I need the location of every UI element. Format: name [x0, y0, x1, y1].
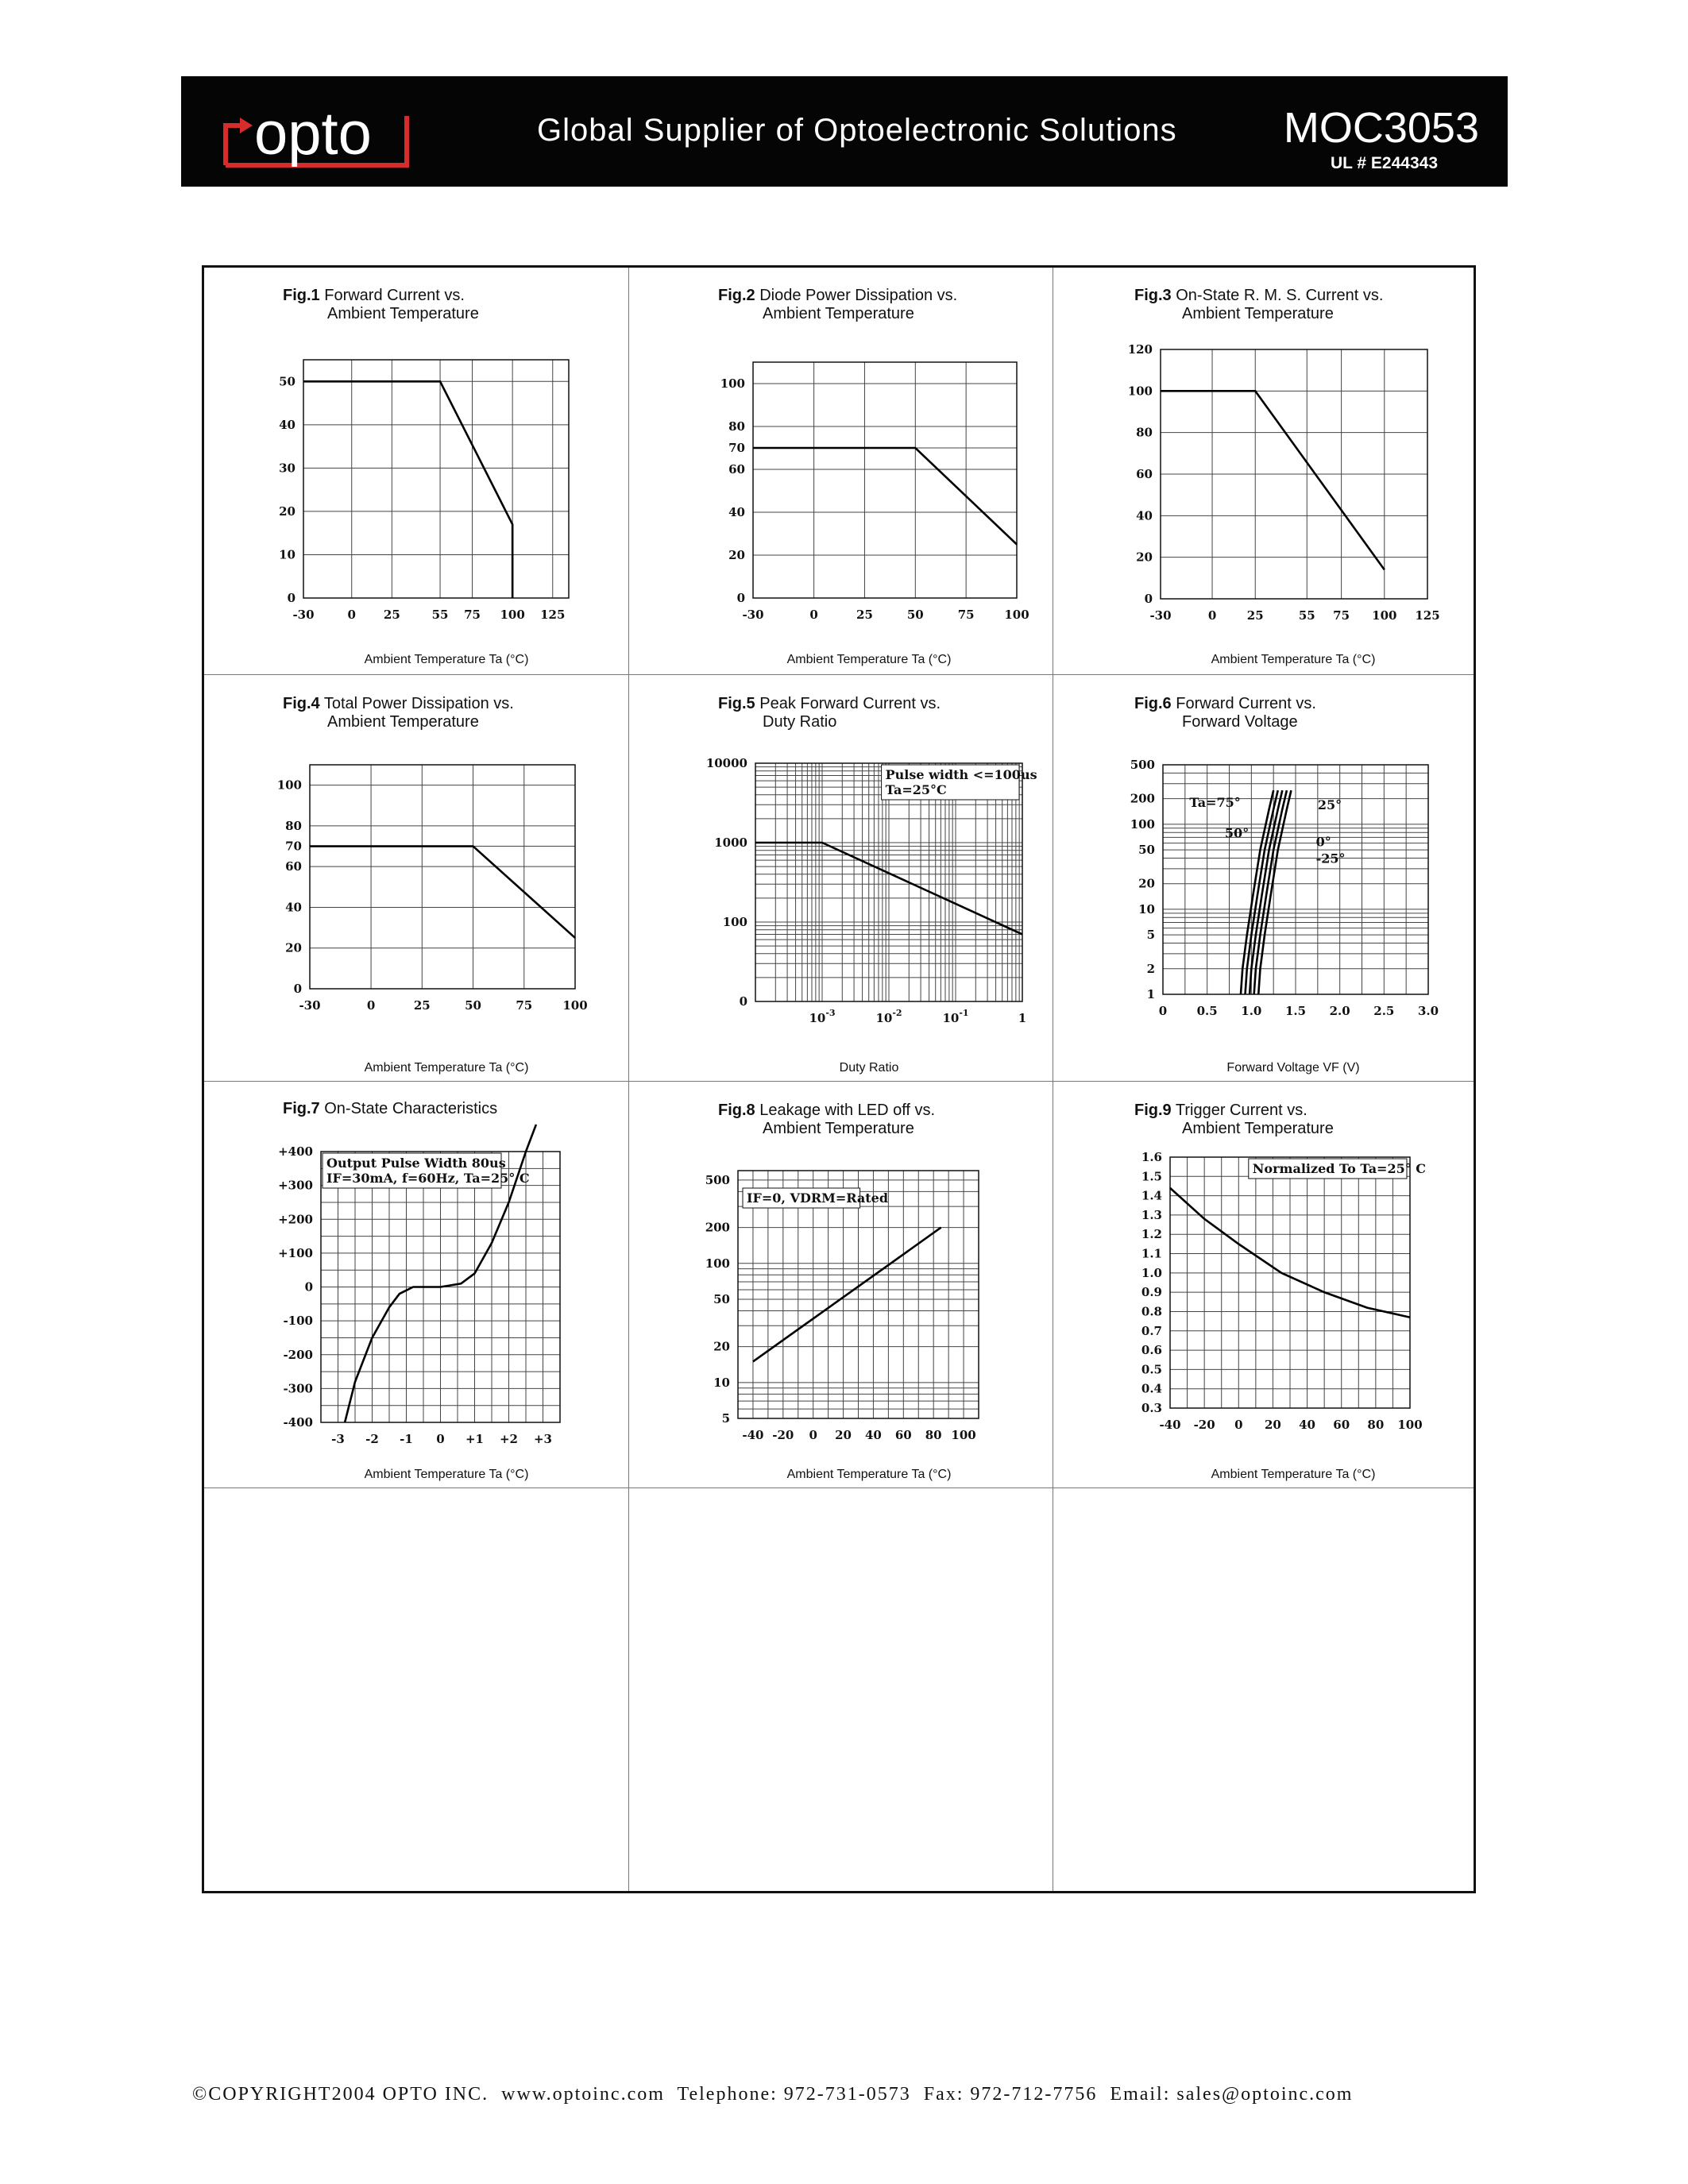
opto-logo	[199, 76, 437, 187]
fig8-xtick: 40	[865, 1428, 882, 1442]
fig4-xtick: 75	[516, 998, 533, 1013]
fig2-ytick: 70	[728, 441, 745, 455]
fig9-xtick: 80	[1367, 1418, 1385, 1432]
fig8-ytick: 10	[713, 1375, 730, 1390]
fig2-subtitle: Ambient Temperature	[763, 305, 914, 322]
fig6-xlabel: Forward Voltage VF (V)	[1226, 1061, 1360, 1075]
svg-text:opto: opto	[254, 100, 372, 168]
fig4-ytick: 80	[285, 818, 302, 833]
fig6-chart	[1130, 758, 1439, 1018]
company-tagline: Global Supplier of Optoelectronic Solutions	[537, 113, 1177, 148]
fig6-curve-label: 0°	[1315, 834, 1331, 850]
fig2-ytick: 40	[728, 505, 745, 519]
fig6-ytick: 200	[1130, 791, 1155, 806]
fig6-xtick: 0	[1158, 1004, 1168, 1018]
fig7-xtick: +3	[533, 1432, 553, 1446]
footer-telephone: Telephone: 972-731-0573	[677, 2084, 911, 2105]
fig3-grid	[1161, 349, 1427, 599]
fig4-ytick: 0	[293, 982, 302, 996]
fig8-ytick: 20	[713, 1339, 730, 1354]
fig3-ytick: 0	[1144, 592, 1153, 606]
part-number: MOC3053	[1283, 104, 1479, 152]
footer-website[interactable]: www.optoinc.com	[501, 2084, 665, 2105]
fig3-chart	[1127, 342, 1440, 623]
fig9-chart	[1141, 1150, 1427, 1432]
fig7-ytick: +100	[278, 1245, 313, 1260]
fig7-ytick: +200	[278, 1212, 313, 1227]
fig6-ytick: 20	[1138, 876, 1155, 891]
fig2-ytick: 100	[720, 376, 745, 391]
fig2-title: Fig.2 Diode Power Dissipation vs.	[718, 287, 958, 304]
fig5-xtick: $10^{-2}$	[875, 1008, 902, 1025]
fig4-xtick: 50	[465, 998, 481, 1013]
ul-number: UL # E244343	[1330, 154, 1438, 172]
fig9-xtick: 40	[1299, 1418, 1316, 1432]
fig5-ytick: 1000	[714, 835, 747, 850]
fig6-ytick: 1	[1146, 987, 1155, 1001]
fig7-ytick: -200	[283, 1347, 313, 1362]
fig1-number: Fig.1	[283, 287, 320, 304]
fig9-subtitle: Ambient Temperature	[1182, 1120, 1334, 1137]
fig6-curve-label: -25°	[1315, 851, 1346, 866]
fig5-number: Fig.5	[718, 695, 755, 712]
fig3-ytick: 60	[1136, 467, 1153, 481]
fig8-ytick: 5	[721, 1411, 730, 1426]
fig8-ytick: 200	[705, 1220, 730, 1235]
fig9-ytick: 1.1	[1141, 1246, 1162, 1261]
fig5-xtick: $10^{-3}$	[809, 1008, 836, 1025]
fig6-number: Fig.6	[1134, 695, 1172, 712]
fig6-curve-label: Ta=75°	[1189, 794, 1241, 810]
fig8-series-line	[753, 1228, 941, 1362]
fig8-xtick: -20	[772, 1428, 794, 1442]
fig3-ytick: 40	[1136, 508, 1153, 523]
fig9-xtick: -20	[1193, 1418, 1215, 1432]
fig9-ytick: 0.4	[1141, 1381, 1162, 1396]
fig6-subtitle: Forward Voltage	[1182, 713, 1298, 731]
fig2-series-line	[753, 448, 1017, 545]
fig2-xtick: 75	[957, 608, 975, 622]
fig2-xtick: 0	[809, 608, 818, 622]
fig5-xlabel: Duty Ratio	[839, 1061, 899, 1075]
fig7-ytick: -400	[283, 1415, 313, 1430]
fig9-ytick: 1.0	[1141, 1265, 1162, 1280]
fig3-subtitle: Ambient Temperature	[1182, 305, 1334, 322]
fig4-xtick: 0	[366, 998, 376, 1013]
fig1-xlabel: Ambient Temperature Ta (°C)	[364, 653, 529, 666]
fig6-xtick: 2.0	[1329, 1004, 1350, 1018]
footer-fax: Fax: 972-712-7756	[923, 2084, 1098, 2105]
fig9-annotation: Normalized To Ta=25° C	[1252, 1161, 1427, 1176]
page-footer	[192, 2084, 1353, 2105]
fig2-xtick: -30	[742, 608, 764, 622]
fig4-grid	[310, 765, 575, 989]
fig3-xtick: 125	[1415, 608, 1440, 623]
fig1-subtitle: Ambient Temperature	[327, 305, 479, 322]
fig9-xtick: 20	[1264, 1418, 1281, 1432]
fig5-title: Fig.5 Peak Forward Current vs.	[718, 695, 941, 712]
fig8-ytick: 50	[713, 1291, 730, 1306]
fig1-ytick: 50	[279, 374, 295, 389]
fig7-title: Fig.7 On-State Characteristics	[283, 1100, 498, 1117]
fig6-curve-label: 50°	[1224, 825, 1250, 841]
fig4-series-line	[310, 847, 575, 938]
fig9-ytick: 0.9	[1141, 1285, 1162, 1300]
fig1-chart	[279, 360, 569, 622]
fig8-ytick: 500	[705, 1172, 730, 1187]
fig6-xtick: 1.0	[1241, 1004, 1262, 1018]
fig9-ytick: 1.3	[1141, 1207, 1162, 1222]
fig1-ytick: 10	[279, 547, 295, 562]
fig8-xtick: 100	[951, 1428, 976, 1442]
fig6-xtick: 1.5	[1284, 1004, 1307, 1018]
fig7-xtick: +1	[465, 1432, 485, 1446]
fig8-xtick: 20	[835, 1428, 852, 1442]
fig9-ytick: 0.8	[1141, 1304, 1162, 1319]
fig4-xtick: -30	[299, 998, 321, 1013]
fig4-ytick: 40	[285, 900, 302, 915]
fig4-ytick: 70	[285, 839, 302, 854]
fig1-series-line	[303, 381, 512, 598]
fig2-xtick: 100	[1004, 608, 1029, 622]
fig8-xlabel: Ambient Temperature Ta (°C)	[786, 1468, 952, 1481]
fig3-xtick: 0	[1207, 608, 1217, 623]
fig7-xtick: 0	[436, 1432, 445, 1446]
fig3-xtick: 25	[1246, 608, 1264, 623]
fig6-xtick: 0.5	[1196, 1004, 1218, 1018]
fig2-ytick: 0	[736, 591, 745, 605]
fig1-xtick: 55	[431, 608, 449, 622]
fig4-ytick: 60	[285, 859, 302, 874]
fig9-ytick: 1.5	[1141, 1169, 1162, 1184]
fig1-ytick: 0	[287, 591, 295, 605]
fig4-subtitle: Ambient Temperature	[327, 713, 479, 731]
fig4-ytick: 100	[276, 778, 302, 793]
fig7-xlabel: Ambient Temperature Ta (°C)	[364, 1468, 529, 1481]
fig7-xtick: -2	[365, 1432, 379, 1446]
fig1-xtick: 100	[500, 608, 525, 622]
fig2-xtick: 50	[906, 608, 924, 622]
fig9-ytick: 1.2	[1141, 1227, 1162, 1242]
fig5-annotation: Pulse width <=100us	[885, 767, 1037, 782]
fig8-chart	[705, 1171, 979, 1442]
fig4-xtick: 100	[562, 998, 588, 1013]
fig8-xtick: 0	[809, 1428, 817, 1442]
fig9-xtick: -40	[1159, 1418, 1181, 1432]
page-header	[181, 76, 1508, 187]
fig3-ytick: 100	[1127, 384, 1153, 399]
fig2-grid	[753, 362, 1017, 598]
fig6-ytick: 500	[1130, 758, 1155, 772]
fig6-ytick: 5	[1146, 928, 1155, 943]
fig2-xtick: 25	[856, 608, 873, 622]
fig6-curve-label: 25°	[1317, 797, 1342, 812]
fig7-ytick: -100	[283, 1314, 313, 1329]
fig6-xtick: 3.0	[1417, 1004, 1439, 1018]
fig5-ytick: 10000	[705, 756, 747, 770]
fig9-ytick: 0.6	[1141, 1343, 1162, 1358]
fig9-ytick: 1.6	[1141, 1150, 1162, 1164]
fig2-chart	[720, 362, 1029, 622]
fig4-number: Fig.4	[283, 695, 320, 712]
fig7-xtick: +2	[499, 1432, 519, 1446]
fig5-ytick: 100	[722, 915, 747, 929]
fig7-chart	[278, 1144, 560, 1446]
fig9-ytick: 0.3	[1141, 1401, 1162, 1415]
fig9-xtick: 100	[1397, 1418, 1423, 1432]
fig6-ytick: 10	[1138, 901, 1155, 916]
fig1-xtick: 125	[540, 608, 566, 622]
fig8-subtitle: Ambient Temperature	[763, 1120, 914, 1137]
fig6-title: Fig.6 Forward Current vs.	[1134, 695, 1316, 712]
fig3-ytick: 20	[1136, 550, 1153, 565]
fig9-ytick: 0.7	[1141, 1323, 1162, 1338]
fig4-xtick: 25	[413, 998, 431, 1013]
fig1-ytick: 30	[279, 461, 295, 476]
fig2-number: Fig.2	[718, 287, 755, 304]
fig6-xtick: 2.5	[1373, 1004, 1395, 1018]
fig5-subtitle: Duty Ratio	[763, 713, 837, 731]
fig3-xtick: 75	[1333, 608, 1350, 623]
fig4-title: Fig.4 Total Power Dissipation vs.	[283, 695, 514, 712]
fig1-ytick: 40	[279, 417, 295, 432]
fig7-ytick: +400	[278, 1144, 313, 1159]
fig3-series-line	[1161, 391, 1385, 569]
fig9-number: Fig.9	[1134, 1102, 1172, 1119]
fig8-title: Fig.8 Leakage with LED off vs.	[718, 1102, 936, 1119]
fig5-xtick: 1	[1018, 1011, 1027, 1025]
fig8-annotation: IF=0, VDRM=Rated	[747, 1190, 889, 1206]
fig4-ytick: 20	[285, 940, 302, 955]
footer-copyright: ©COPYRIGHT2004 OPTO INC.	[192, 2084, 489, 2105]
fig3-xtick: 55	[1298, 608, 1315, 623]
fig7-xtick: -3	[331, 1432, 345, 1446]
fig8-xtick: -40	[742, 1428, 764, 1442]
fig9-xtick: 0	[1234, 1418, 1243, 1432]
fig7-ytick: -300	[283, 1381, 313, 1396]
fig4-xlabel: Ambient Temperature Ta (°C)	[364, 1061, 529, 1075]
fig8-xtick: 60	[894, 1428, 912, 1442]
fig9-ytick: 0.5	[1141, 1362, 1162, 1377]
fig9-ytick: 1.4	[1141, 1188, 1162, 1203]
fig7-number: Fig.7	[283, 1100, 320, 1117]
fig3-xlabel: Ambient Temperature Ta (°C)	[1211, 653, 1376, 666]
fig1-title: Fig.1 Forward Current vs.	[283, 287, 465, 304]
fig3-ytick: 120	[1127, 342, 1153, 357]
fig1-xtick: -30	[292, 608, 315, 622]
fig5-xtick: $10^{-1}$	[942, 1008, 969, 1025]
fig1-xtick: 75	[464, 608, 481, 622]
fig1-xtick: 25	[383, 608, 400, 622]
fig3-ytick: 80	[1136, 425, 1153, 440]
fig3-xtick: 100	[1372, 608, 1397, 623]
fig7-xtick: -1	[400, 1432, 413, 1446]
fig5-ytick: 0	[739, 994, 747, 1009]
fig6-ytick: 50	[1138, 843, 1155, 858]
fig9-grid	[1170, 1157, 1410, 1408]
fig9-title: Fig.9 Trigger Current vs.	[1134, 1102, 1308, 1119]
fig5-chart	[705, 756, 1037, 1025]
fig6-ytick: 100	[1130, 816, 1155, 832]
fig8-xtick: 80	[925, 1428, 942, 1442]
fig9-xtick: 60	[1333, 1418, 1350, 1432]
fig1-xtick: 0	[347, 608, 356, 622]
fig6-ytick: 2	[1146, 961, 1155, 976]
fig3-number: Fig.3	[1134, 287, 1172, 304]
fig1-ytick: 20	[279, 504, 295, 519]
fig7-annotation: IF=30mA, f=60Hz, Ta=25° C	[326, 1171, 530, 1186]
fig8-ytick: 100	[705, 1256, 730, 1271]
fig7-ytick: 0	[304, 1279, 313, 1295]
fig7-ytick: +300	[278, 1178, 313, 1193]
fig2-ytick: 80	[728, 419, 745, 434]
fig7-annotation: Output Pulse Width 80us	[326, 1156, 506, 1171]
fig2-ytick: 60	[728, 462, 745, 477]
fig2-xlabel: Ambient Temperature Ta (°C)	[786, 653, 952, 666]
fig4-chart	[276, 765, 588, 1013]
footer-email[interactable]: Email: sales@optoinc.com	[1110, 2084, 1354, 2105]
fig3-xtick: -30	[1149, 608, 1172, 623]
fig5-annotation: Ta=25°C	[885, 782, 947, 797]
fig8-number: Fig.8	[718, 1102, 755, 1119]
fig1-grid	[303, 360, 569, 598]
fig2-ytick: 20	[728, 548, 745, 562]
fig3-title: Fig.3 On-State R. M. S. Current vs.	[1134, 287, 1384, 304]
fig9-xlabel: Ambient Temperature Ta (°C)	[1211, 1468, 1376, 1481]
